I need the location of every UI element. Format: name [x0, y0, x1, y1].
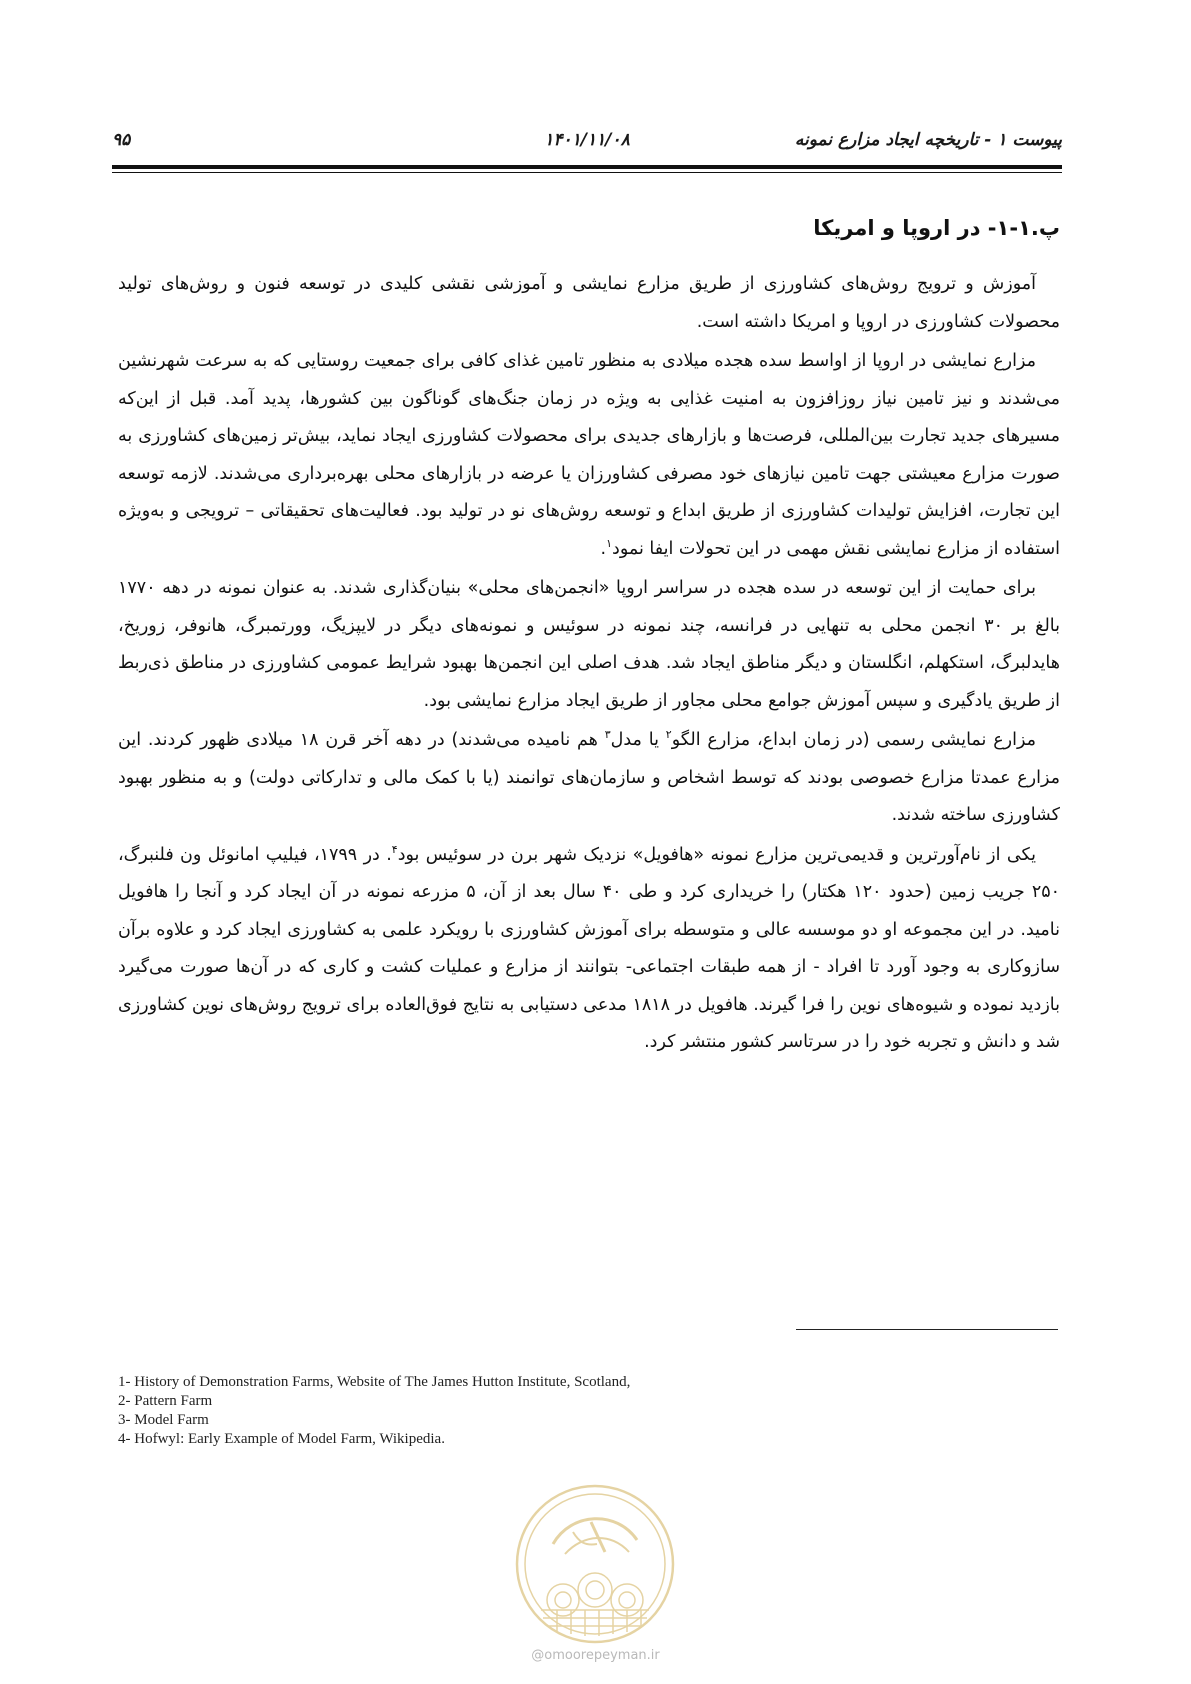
- footnote-ref-3: ۳: [604, 728, 611, 742]
- paragraph-4-part-2: یا مدل: [610, 730, 666, 750]
- section-title: پ.۱-۱- در اروپا و امریکا: [813, 216, 1060, 240]
- omoorepeyman-seal-icon: [513, 1482, 677, 1646]
- paragraph-3: [118, 570, 1060, 720]
- paragraph-4: [118, 722, 1060, 835]
- paragraph-1-text: آموزش و ترویج روش‌های کشاورزی از طریق مزارع نمایشی و آموزشی نقشی کلیدی در توسعه فنون و روش‌های تولید محصولات کشاورزی در اروپا و امریکا داشته است.: [118, 274, 1060, 332]
- footnote-3: 3- Model Farm: [118, 1412, 209, 1428]
- watermark-url: @omoorepeyman.ir: [531, 1648, 660, 1663]
- main-content: [118, 212, 1060, 1064]
- header-rule-thick: [112, 165, 1062, 169]
- footnote-ref-1: ۱: [606, 536, 613, 550]
- footnote-1: 1- History of Demonstration Farms, Website of The James Hutton Institute, Scotland,: [118, 1374, 631, 1390]
- paragraph-5-part-1: یکی از نام‌آورترین و قدیمی‌ترین مزارع نمونه «هافویل» نزدیک شهر برن در سوئیس بود: [397, 844, 1036, 865]
- footnotes: [118, 1373, 1018, 1449]
- header-date: ۱۴۰۱/۱۱/۰۸: [544, 130, 630, 150]
- header-rule-thin: [112, 172, 1062, 173]
- paragraph-5: [118, 837, 1060, 1062]
- paragraph-2-tail: .: [600, 538, 607, 559]
- paragraph-4-part-1: مزارع نمایشی رسمی (در زمان ابداع، مزارع الگو: [671, 730, 1036, 750]
- footnote-ref-2: ۲: [665, 728, 672, 742]
- paragraph-5-part-2: . در ۱۷۹۹، فیلیپ امانوئل ون فلنبرگ، ۲۵۰ جریب زمین (حدود ۱۲۰ هکتار) را خریداری کرد و طی ۴۰ سال بعد از آن، ۵ مزرعه نمونه در آن ایجاد کرد و آنجا را هافویل نامید. در این مجموعه او دو موسسه عالی و متوسطه برای آموزش کشاورزی با رویکرد علمی به کشاورزی ایجاد کرد و علاوه برآن سازوکاری به وجود آورد تا افراد - از همه طبقات اجتماعی- بتوانند از مزارع و عملیات کشت و کاری که در آن‌ها صورت می‌گیرد بازدید نموده و شیوه‌های نوین را فرا گیرند. هافویل در ۱۸۱۸ مدعی دستیابی به نتایج فوق‌العاده برای ترویج روش‌های نوین کشاورزی شد و دانش و تجربه خود را در سرتاسر کشور منتشر کرد.: [118, 844, 1061, 1052]
- paragraph-2: [118, 343, 1060, 568]
- footnote-4: 4- Hofwyl: Early Example of Model Farm, Wikipedia.: [118, 1431, 445, 1447]
- footnote-2: 2- Pattern Farm: [118, 1393, 213, 1409]
- paragraph-4-part-3: هم نامیده می‌شدند) در دهه آخر قرن ۱۸ میلادی ظهور کردند. این مزارع عمدتا مزارع خصوصی بودند که توسط اشخاص و سازمان‌های توانمند (یا با کمک مالی و تدارکاتی دولت) و به منظور بهبود کشاورزی ساخته شدند.: [118, 730, 1060, 825]
- paragraph-1: [118, 266, 1060, 341]
- footnote-separator: [796, 1329, 1058, 1330]
- footnote-ref-4: ۴: [391, 842, 398, 856]
- page-header: [112, 128, 1062, 162]
- paragraph-3-text: برای حمایت از این توسعه در سده هجده در سراسر اروپا «انجمن‌های محلی» بنیان‌گذاری شدند. به عنوان نمونه در دهه ۱۷۷۰ بالغ بر ۳۰ انجمن محلی به تنهایی در فرانسه، چند نمونه در سوئیس و نمونه‌های دیگر در لایپزیگ، وورتمبرگ، هانوفر، زوریخ، هایدلبرگ، استکهلم، انگلستان و دیگر مناطق ایجاد شد. هدف اصلی این انجمن‌ها بهبود شرایط عمومی کشاورزی در مناطق ذی‌ربط از طریق یادگیری و سپس آموزش جوامع محلی مجاور از طریق ایجاد مزارع نمایشی بود.: [118, 578, 1060, 711]
- page-number: ۹۵: [112, 130, 131, 150]
- paragraph-2-text: مزارع نمایشی در اروپا از اواسط سده هجده میلادی به منظور تامین غذای کافی برای جمعیت روستایی که به سرعت شهرنشین می‌شدند و نیز تامین نیاز روزافزون به امنیت غذایی به ویژه در زمان جنگ‌های گوناگون بین کشورها، پدید آمد. قبل از این‌که مسیرهای جدید تجارت بین‌المللی، فرصت‌ها و بازارهای جدیدی برای محصولات کشاورزی ایجاد نماید، بیش‌تر زمین‌های کشاورزی به صورت مزارع معیشتی جهت تامین نیازهای خود مصرفی کشاورزان یا عرضه در بازارهای محلی بهره‌برداری می‌شدند. لازمه توسعه این تجارت، افزایش تولیدات کشاورزی از طریق ابداع و توسعه روش‌های نو در تولید بود. فعالیت‌های تحقیقاتی – ترویجی و به‌ویژه استفاده از مزارع نمایشی نقش مهمی در این تحولات ایفا نمود: [118, 351, 1060, 559]
- running-title: پیوست ۱ - تاریخچه ایجاد مزارع نمونه: [794, 130, 1062, 150]
